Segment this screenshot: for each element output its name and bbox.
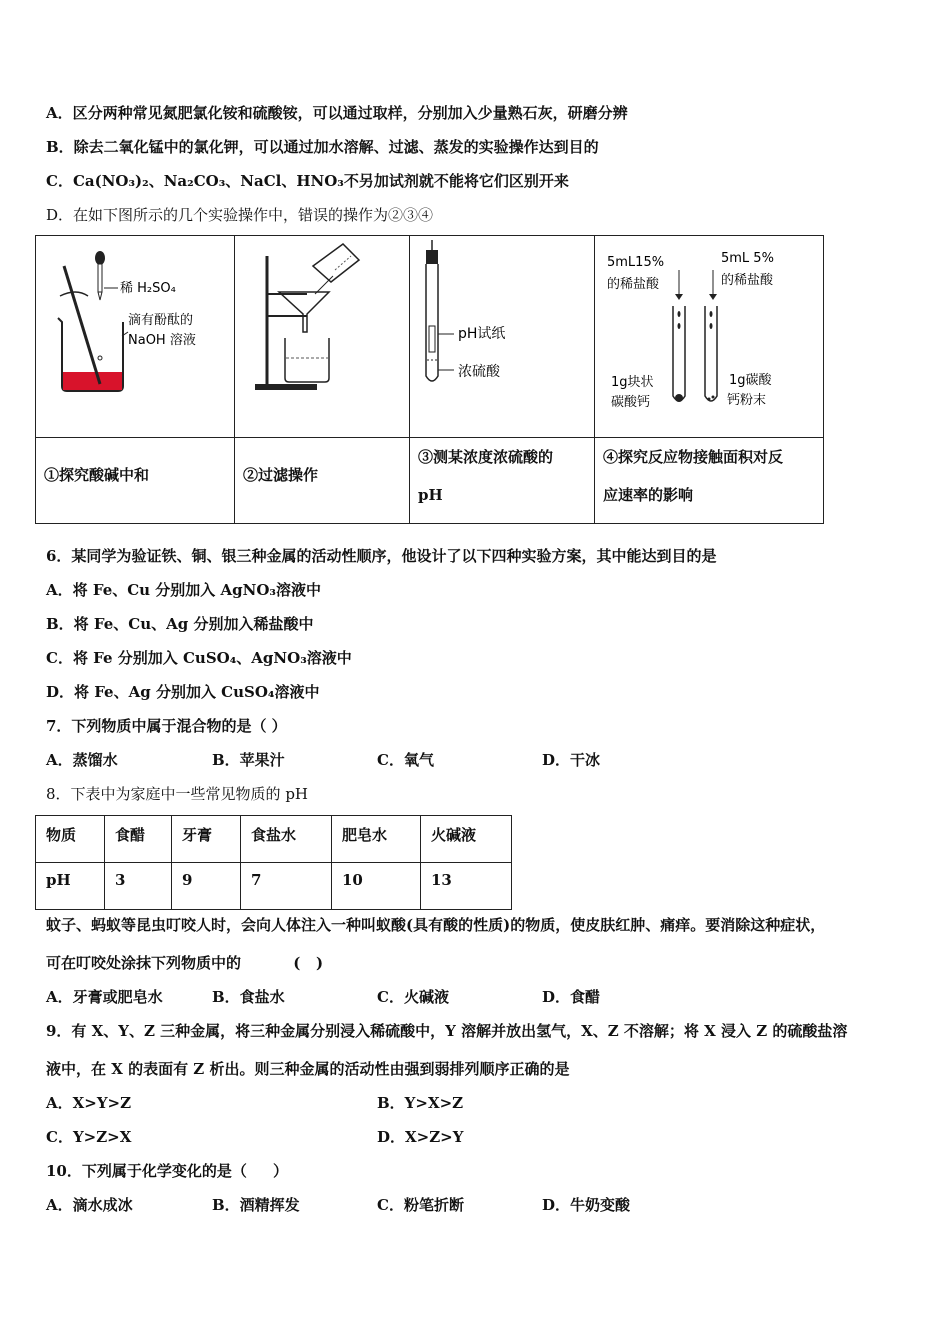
q6-option-a: A．将 Fe、Cu 分别加入 AgNO₃溶液中 [46,581,321,599]
q10-option-d: D．牛奶变酸 [542,1196,631,1214]
neutralization-figure [36,236,234,433]
q9-option-b: B．Y>X>Z [377,1094,464,1112]
q9-text-2: 液中，在 X 的表面有 Z 析出。则三种金属的活动性由强到弱排列顺序正确的是 [46,1060,570,1078]
q7-option-a: A．蒸馏水 [46,751,118,769]
fig4-right-bot-1: 1g碳酸 [729,373,772,388]
reaction-rate-figure [595,236,823,433]
ph-cell-2: 9 [172,863,241,910]
q8-option-c: C．火碱液 [377,988,449,1006]
q7-option-c: C．氧气 [377,751,434,769]
fig1-acid-label: 稀 H₂SO₄ [120,281,176,296]
ph-cell-5: 13 [421,863,512,910]
fig3-acid-label: 浓硫酸 [458,364,500,380]
option-a: A．区分两种常见氮肥氯化铵和硫酸铵，可以通过取样，分别加入少量熟石灰，研磨分辨 [46,104,628,122]
fig3-caption: ③测某浓度浓硫酸的 pH [410,438,595,524]
fig4-left-top-1: 5mL15% [607,255,665,270]
fig1-caption: ①探究酸碱中和 [36,438,235,524]
q9-text-1: 9．有 X、Y、Z 三种金属，将三种金属分别浸入稀硫酸中，Y 溶解并放出氢气，X、Z 不溶解；将 X 浸入 Z 的硫酸盐溶 [46,1022,848,1040]
ph-header-2: 牙膏 [172,816,241,863]
fig1-solution-label-2: NaOH 溶液 [128,333,196,348]
q6-stem: 6．某同学为验证铁、铜、银三种金属的活动性顺序，他设计了以下四种实验方案，其中能达到目的是 [46,547,717,565]
q7-option-d: D．干冰 [542,751,601,769]
fig1-cell [36,236,235,438]
q8-text-1: 蚊子、蚂蚁等昆虫叮咬人时，会向人体注入一种叫蚁酸(具有酸的性质)的物质，使皮肤红肿、痛痒。要消除这种症状， [46,916,826,934]
ph-cell-1: 3 [105,863,172,910]
q10-option-a: A．滴水成冰 [46,1196,133,1214]
fig3-cell [410,236,595,438]
q8-option-a: A．牙膏或肥皂水 [46,988,163,1006]
q8-option-d: D．食醋 [542,988,601,1006]
q10-option-b: B．酒精挥发 [212,1196,300,1214]
fig4-right-top-1: 5mL 5% [721,251,774,266]
fig2-caption: ②过滤操作 [235,438,410,524]
ph-cell-4: 10 [332,863,421,910]
q7-stem: 7．下列物质中属于混合物的是（ ） [46,717,287,735]
fig4-cell [595,236,824,438]
option-b: B．除去二氧化锰中的氯化钾，可以通过加水溶解、过滤、蒸发的实验操作达到目的 [46,138,599,156]
fig3-paper-label: pH试纸 [458,326,506,342]
ph-cell-0: pH [36,863,105,910]
fig4-right-bot-2: 钙粉末 [727,393,767,408]
fig2-cell [235,236,410,438]
option-d: D．在如下图所示的几个实验操作中，错误的操作为②③④ [46,206,434,224]
filtration-figure [235,236,409,433]
ph-header-0: 物质 [36,816,105,863]
q6-option-d: D．将 Fe、Ag 分别加入 CuSO₄溶液中 [46,683,320,701]
q8-option-b: B．食盐水 [212,988,285,1006]
fig4-left-bot-2: 碳酸钙 [611,395,651,410]
fig1-solution-label-1: 滴有酚酞的 [128,313,194,328]
ph-header-5: 火碱液 [421,816,512,863]
q6-option-c: C．将 Fe 分别加入 CuSO₄、AgNO₃溶液中 [46,649,352,667]
q9-option-a: A．X>Y>Z [46,1094,132,1112]
q9-option-d: D．X>Z>Y [377,1128,464,1146]
q9-option-c: C．Y>Z>X [46,1128,132,1146]
q10-option-c: C．粉笔折断 [377,1196,464,1214]
fig4-left-bot-1: 1g块状 [611,375,654,390]
ph-header-1: 食醋 [105,816,172,863]
q6-option-b: B．将 Fe、Cu、Ag 分别加入稀盐酸中 [46,615,314,633]
ph-test-figure [410,236,594,433]
ph-cell-3: 7 [241,863,332,910]
ph-header-3: 食盐水 [241,816,332,863]
q7-option-b: B．苹果汁 [212,751,285,769]
fig4-right-top-2: 的稀盐酸 [721,273,774,288]
q8-stem: 8．下表中为家庭中一些常见物质的 pH [46,785,308,803]
ph-table [35,815,512,910]
fig4-caption: ④探究反应物接触面积对反 应速率的影响 [595,438,824,524]
ph-header-4: 肥皂水 [332,816,421,863]
experiment-table [35,235,824,524]
q10-stem: 10．下列属于化学变化的是（ ） [46,1162,288,1180]
q8-text-2: 可在叮咬处涂抹下列物质中的 ( ) [46,954,324,972]
fig4-left-top-2: 的稀盐酸 [607,277,660,292]
option-c: C．Ca(NO₃)₂、Na₂CO₃、NaCl、HNO₃不另加试剂就不能将它们区别开来 [46,172,569,190]
